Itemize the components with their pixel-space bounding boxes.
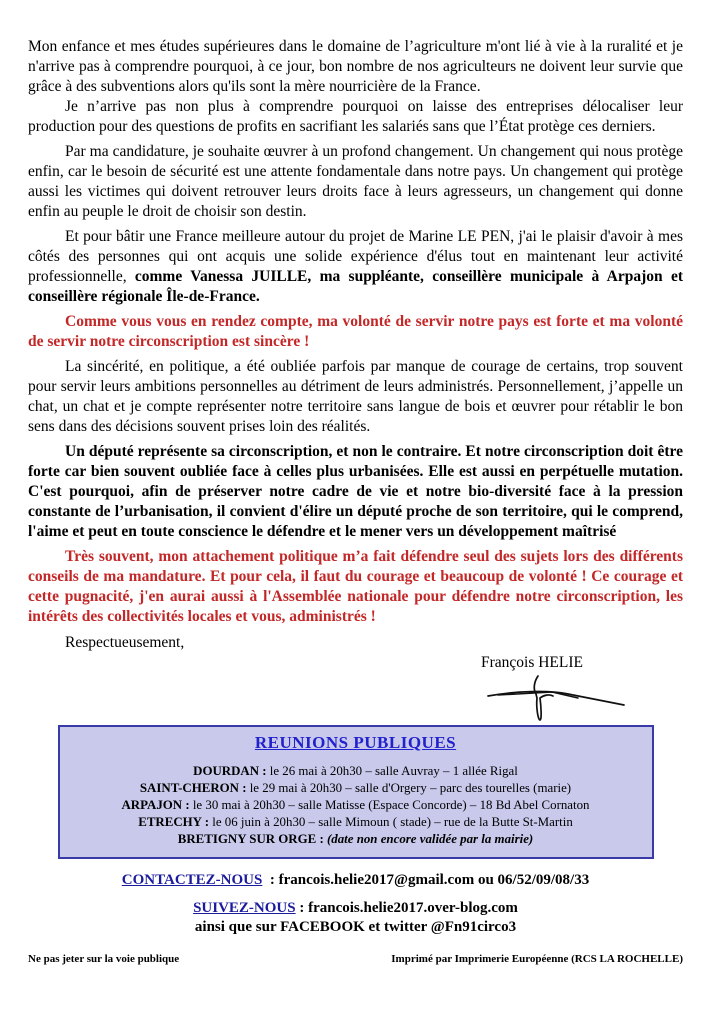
paragraph-segment: Très souvent, mon attachement politique m’a fait défendre seul des sujets lors des différents conseils de ma mandature. Et pour cela, il faut du courage et beaucoup de volonté ! Ce courage et cette pugnacité, j'en aurai aussi à l'Assemblée nationale pour défendre notre circonscription, les intérêts des collectivités locales et vous, administrés ! bbox=[28, 548, 683, 625]
paragraph bbox=[28, 442, 683, 542]
meeting-item bbox=[60, 814, 652, 831]
paragraph-segment: comme Vanessa JUILLE, ma suppléante, conseillère municipale à Arpajon et conseillère régionale Île-de-France. bbox=[28, 268, 683, 305]
meeting-city: ARPAJON : bbox=[121, 798, 190, 812]
paragraph-segment: Je n’arrive pas non plus à comprendre pourquoi on laisse des entreprises délocaliser leur production pour des questions de profits en sacrifiant les salariés sans que l’État protège ces derniers. bbox=[28, 98, 683, 135]
paragraph bbox=[28, 357, 683, 437]
footer-left: Ne pas jeter sur la voie publique bbox=[28, 953, 180, 965]
follow-details: : francois.helie2017.over-blog.com bbox=[295, 900, 518, 916]
paragraph-segment: La sincérité, en politique, a été oubliée parfois par manque de courage de certains, trop souvent pour servir leurs ambitions personnelles au détriment de leurs administrés. Personnellement, j’appelle un chat, un chat et je compte représenter notre territoire sans langue de bois et œuvrer pour rétablir le bon sens dans des décisions souvent prises loin des réalités. bbox=[28, 358, 683, 435]
paragraph-segment: Et pour bâtir une France meilleure autour du projet de Marine LE PEN, j'ai le plaisir d'avoir à mes côtés des personnes qui ont acquis une solide expérience d'élus tout en maintenant leur activité professionnelle, bbox=[28, 228, 683, 285]
paragraph-segment: Comme vous vous en rendez compte, ma volonté de servir notre pays est forte et ma volonté de servir notre circonscription est sincère ! bbox=[28, 313, 683, 350]
paragraph bbox=[28, 547, 683, 627]
follow-us-link[interactable]: SUIVEZ-NOUS bbox=[193, 900, 296, 916]
meeting-item bbox=[60, 780, 652, 797]
meeting-details: le 30 mai à 20h30 – salle Matisse (Espace Concorde) – 18 Bd Abel Cornaton bbox=[189, 798, 590, 812]
paragraph-segment: Un député représente sa circonscription, et non le contraire. Et notre circonscription doit être forte car bien souvent oubliée face à celles plus urbanisées. Elle est aussi en perpétuelle mutation. C'est pourquoi, afin de préserver notre cadre de vie et notre bio-diversité face à la pression constante de l’urbanisation, il convient d'élire un député proche de son territoire, qui le comprend, l'aime et peut en toute conscience le défendre et le mener vers un développement maîtrisé bbox=[28, 443, 683, 540]
meeting-city: SAINT-CHERON : bbox=[139, 781, 247, 795]
meeting-details: (date non encore validée par la mairie) bbox=[323, 832, 534, 846]
meeting-item bbox=[60, 763, 652, 780]
meeting-city: BRETIGNY SUR ORGE : bbox=[177, 832, 324, 846]
meeting-details: le 06 juin à 20h30 – salle Mimoun ( stade) – rue de la Butte St-Martin bbox=[209, 815, 573, 829]
footer-right: Imprimé par Imprimerie Européenne (RCS LA ROCHELLE) bbox=[391, 953, 683, 965]
follow-extra: ainsi que sur FACEBOOK et twitter @Fn91circo3 bbox=[194, 919, 517, 935]
paragraph bbox=[28, 97, 683, 137]
paragraph bbox=[28, 227, 683, 307]
closing-salutation: Respectueusement, bbox=[65, 634, 185, 651]
meeting-city: ETRECHY : bbox=[138, 815, 210, 829]
meeting-details: le 26 mai à 20h30 – salle Auvray – 1 allée Rigal bbox=[266, 764, 518, 778]
contact-us-link[interactable]: CONTACTEZ-NOUS bbox=[121, 872, 263, 888]
paragraph bbox=[28, 312, 683, 352]
meetings-title: REUNIONS PUBLIQUES bbox=[254, 733, 457, 752]
meeting-city: DOURDAN : bbox=[193, 764, 267, 778]
paragraph-segment: Mon enfance et mes études supérieures dans le domaine de l’agriculture m'ont lié à vie à la ruralité et je n'arrive pas à comprendre pourquoi, à ce jour, bon nombre de nos agriculteurs ne doivent leur survie que grâce à des subventions alors qu'ils sont la mère nourricière de la France. bbox=[28, 38, 683, 95]
signer-name: François HELIE bbox=[480, 654, 583, 671]
meeting-details: le 29 mai à 20h30 – salle d'Orgery – parc des tourelles (marie) bbox=[246, 781, 572, 795]
letter-body bbox=[28, 37, 683, 627]
follow-line bbox=[28, 899, 683, 918]
paragraph bbox=[28, 37, 683, 97]
public-meetings-box bbox=[58, 725, 654, 859]
page-footer bbox=[28, 952, 683, 966]
meeting-item bbox=[60, 797, 652, 814]
paragraph-segment: Par ma candidature, je souhaite œuvrer à un profond changement. Un changement qui nous protège enfin, car le besoin de sécurité est une attente fondamentale dans notre pays. Un changement qui protège aussi les victimes qui doivent retrouver leurs droits face à leurs agresseurs, un changement qui donne enfin au peuple le droit de choisir son destin. bbox=[28, 143, 683, 220]
signature bbox=[28, 674, 626, 722]
contact-details: : francois.helie2017@gmail.com ou 06/52/09/08/33 bbox=[262, 872, 590, 888]
contact-line bbox=[28, 870, 683, 890]
meeting-item bbox=[60, 831, 652, 848]
signature-scribble-icon bbox=[486, 674, 626, 722]
meetings-list bbox=[60, 763, 652, 848]
paragraph bbox=[28, 142, 683, 222]
